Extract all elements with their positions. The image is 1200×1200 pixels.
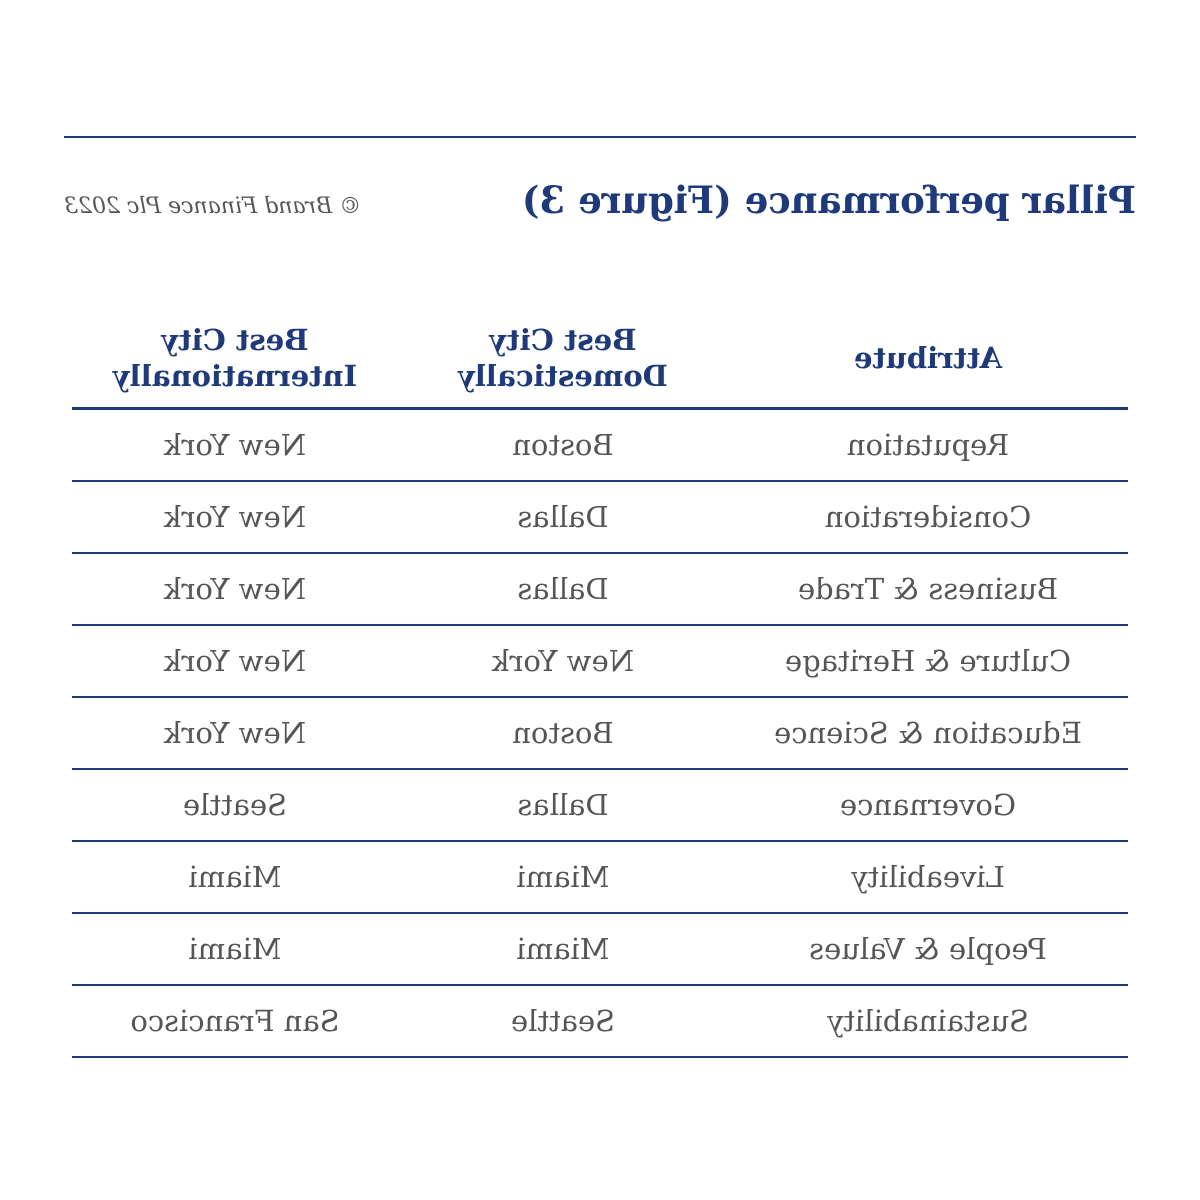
attribute-cell: Business & Trade xyxy=(797,572,1059,606)
attribute-cell: Liveability xyxy=(851,860,1005,894)
table-header xyxy=(72,308,1128,410)
attribute-cell: Consideration xyxy=(824,500,1032,534)
table-row xyxy=(72,554,1128,626)
international-cell: Miami xyxy=(188,860,282,894)
international-cell: New York xyxy=(163,644,307,678)
attribute-cell: Governance xyxy=(839,788,1017,822)
table-row xyxy=(72,410,1128,482)
domestic-cell: New York xyxy=(491,644,635,678)
domestic-cell: Miami xyxy=(516,860,610,894)
domestic-cell: Seattle xyxy=(510,1004,616,1038)
pillar-table xyxy=(72,308,1128,1058)
table-row xyxy=(72,842,1128,914)
attribute-cell: Education & Science xyxy=(774,716,1082,750)
attribute-cell: Sustainability xyxy=(826,1004,1030,1038)
international-cell: Seattle xyxy=(182,788,288,822)
table-row xyxy=(72,914,1128,986)
table-row xyxy=(72,698,1128,770)
top-divider xyxy=(64,136,1136,138)
column-header-attribute: Attribute xyxy=(853,340,1003,375)
table-row xyxy=(72,770,1128,842)
domestic-cell: Miami xyxy=(516,932,610,966)
international-cell: San Francisco xyxy=(130,1004,340,1038)
figure-title: Pillar performance (Figure 3) xyxy=(521,178,1136,222)
domestic-cell: Dallas xyxy=(517,500,609,534)
attribute-cell: Reputation xyxy=(846,428,1010,462)
table-row xyxy=(72,482,1128,554)
domestic-cell: Boston xyxy=(512,428,614,462)
column-header-domestic: Best City Domestically xyxy=(458,322,668,393)
domestic-cell: Dallas xyxy=(517,788,609,822)
table-row xyxy=(72,986,1128,1058)
domestic-cell: Boston xyxy=(512,716,614,750)
figure-header xyxy=(64,178,1136,248)
international-cell: New York xyxy=(163,428,307,462)
copyright-notice: © Brand Finance Plc 2023 xyxy=(64,194,362,219)
international-cell: New York xyxy=(163,500,307,534)
attribute-cell: Culture & Heritage xyxy=(785,644,1072,678)
international-cell: New York xyxy=(163,572,307,606)
column-header-international: Best City Internationally xyxy=(112,322,358,393)
attribute-cell: People & Values xyxy=(809,932,1047,966)
table-row xyxy=(72,626,1128,698)
international-cell: Miami xyxy=(188,932,282,966)
international-cell: New York xyxy=(163,716,307,750)
domestic-cell: Dallas xyxy=(517,572,609,606)
